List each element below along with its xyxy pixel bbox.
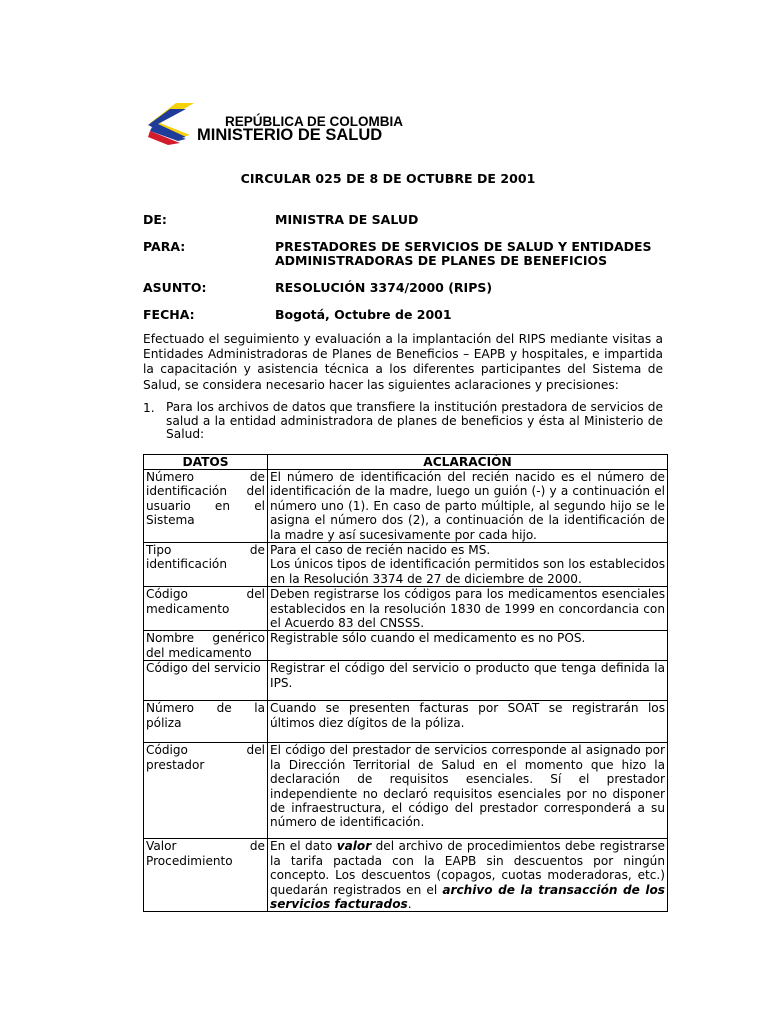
table-row — [144, 543, 668, 587]
table-row — [144, 587, 668, 631]
row-dato: Código del prestador — [144, 743, 268, 839]
row-aclaracion — [268, 543, 668, 587]
row-aclaracion: El número de identificación del recién nacido es el número de identificación de la madre, luego un guión (-) y a continuación el número uno (1). En caso de parto múltiple, al segundo hijo se le asigna el número dos (2), a continuación de la identificación de la madre y así sucesivamente por cada hijo. — [268, 470, 668, 543]
table-header-row — [144, 455, 668, 470]
para-label: PARA: — [143, 239, 186, 254]
emphasis-valor: valor — [336, 839, 372, 854]
emphasis-archivo: archivo de la transacción de los servicios facturados — [270, 882, 665, 911]
header-aclaracion: ACLARACIÓN — [268, 455, 668, 470]
row-aclaracion: Registrable sólo cuando el medicamento es no POS. — [268, 631, 668, 661]
table-row — [144, 743, 668, 839]
row-dato: Valor de Procedimiento — [144, 839, 268, 912]
para-value-line-2: ADMINISTRADORAS DE PLANES DE BENEFICIOS — [275, 253, 608, 268]
row-dato: Número de la póliza — [144, 701, 268, 743]
table-row — [144, 661, 668, 701]
colombia-ministry-logo — [146, 101, 196, 147]
asunto-label: ASUNTO: — [143, 280, 207, 295]
row-dato: Nombre genérico del medicamento — [144, 631, 268, 661]
republic-heading: REPÚBLICA DE COLOMBIA — [225, 114, 403, 129]
table-row — [144, 631, 668, 661]
row-aclaracion: Registrar el código del servicio o producto que tenga definida la IPS. — [268, 661, 668, 701]
para-value-line-1: PRESTADORES DE SERVICIOS DE SALUD Y ENTIDADES — [275, 239, 652, 254]
row-aclaracion-line: Para el caso de recién nacido es MS. — [270, 543, 491, 558]
row-dato: Número de identificación del usuario en el Sistema — [144, 470, 268, 543]
circular-title: CIRCULAR 025 DE 8 DE OCTUBRE DE 2001 — [240, 171, 536, 186]
table-row — [144, 470, 668, 543]
row-aclaracion: Cuando se presenten facturas por SOAT se registrarán los últimos diez dígitos de la póliza. — [268, 701, 668, 743]
row-dato: Tipo de identificación — [144, 543, 268, 587]
fecha-value: Bogotá, Octubre de 2001 — [275, 307, 452, 322]
row-aclaracion: El código del prestador de servicios corresponde al asignado por la Dirección Territorial de Salud en el momento que hizo la declaración de requisitos esenciales. Sí el prestador independiente no declaró requisitos esenciales por no disponer de infraestructura, el código del prestador corresponderá a su número de identificación. — [268, 743, 668, 839]
ministry-heading: MINISTERIO DE SALUD — [197, 126, 383, 144]
item-number: 1. — [143, 401, 155, 415]
row-aclaracion: Deben registrarse los códigos para los medicamentos esenciales establecidos en la resolución 1830 de 1999 en concordancia con el Acuerdo 83 del CNSSS. — [268, 587, 668, 631]
row-dato: Código del servicio — [144, 661, 268, 701]
table-row — [144, 839, 668, 912]
fecha-label: FECHA: — [143, 307, 195, 322]
asunto-value: RESOLUCIÓN 3374/2000 (RIPS) — [275, 280, 493, 295]
item-text: Para los archivos de datos que transfiere la institución prestadora de servicios de salud a la entidad administradora de planes de beneficios y ésta al Ministerio de Salud: — [166, 400, 663, 442]
row-aclaracion-line: Los únicos tipos de identificación permitidos son los establecidos en la Resolución 3374 de 27 de diciembre de 2000. — [270, 557, 665, 586]
de-label: DE: — [143, 212, 167, 227]
row-dato: Código del medicamento — [144, 587, 268, 631]
row-aclaracion: En el dato valor del archivo de procedimientos debe registrarse la tarifa pactada con la EAPB sin descuentos por ningún concepto. Los descuentos (copagos, cuotas moderadoras, etc.) quedarán registrados en el archivo de la transacción de los servicios facturados. — [268, 839, 668, 912]
de-value: MINISTRA DE SALUD — [275, 212, 419, 227]
intro-paragraph: Efectuado el seguimiento y evaluación a la implantación del RIPS mediante visitas a Entidades Administradoras de Planes de Beneficios – EAPB y hospitales, e impartida la capacitación y asistencia técnica a los diferentes participantes del Sistema de Salud, se considera necesario hacer las siguientes aclaraciones y precisiones: — [143, 332, 663, 392]
table-row — [144, 701, 668, 743]
clarifications-table — [143, 454, 668, 912]
header-datos: DATOS — [144, 455, 268, 470]
